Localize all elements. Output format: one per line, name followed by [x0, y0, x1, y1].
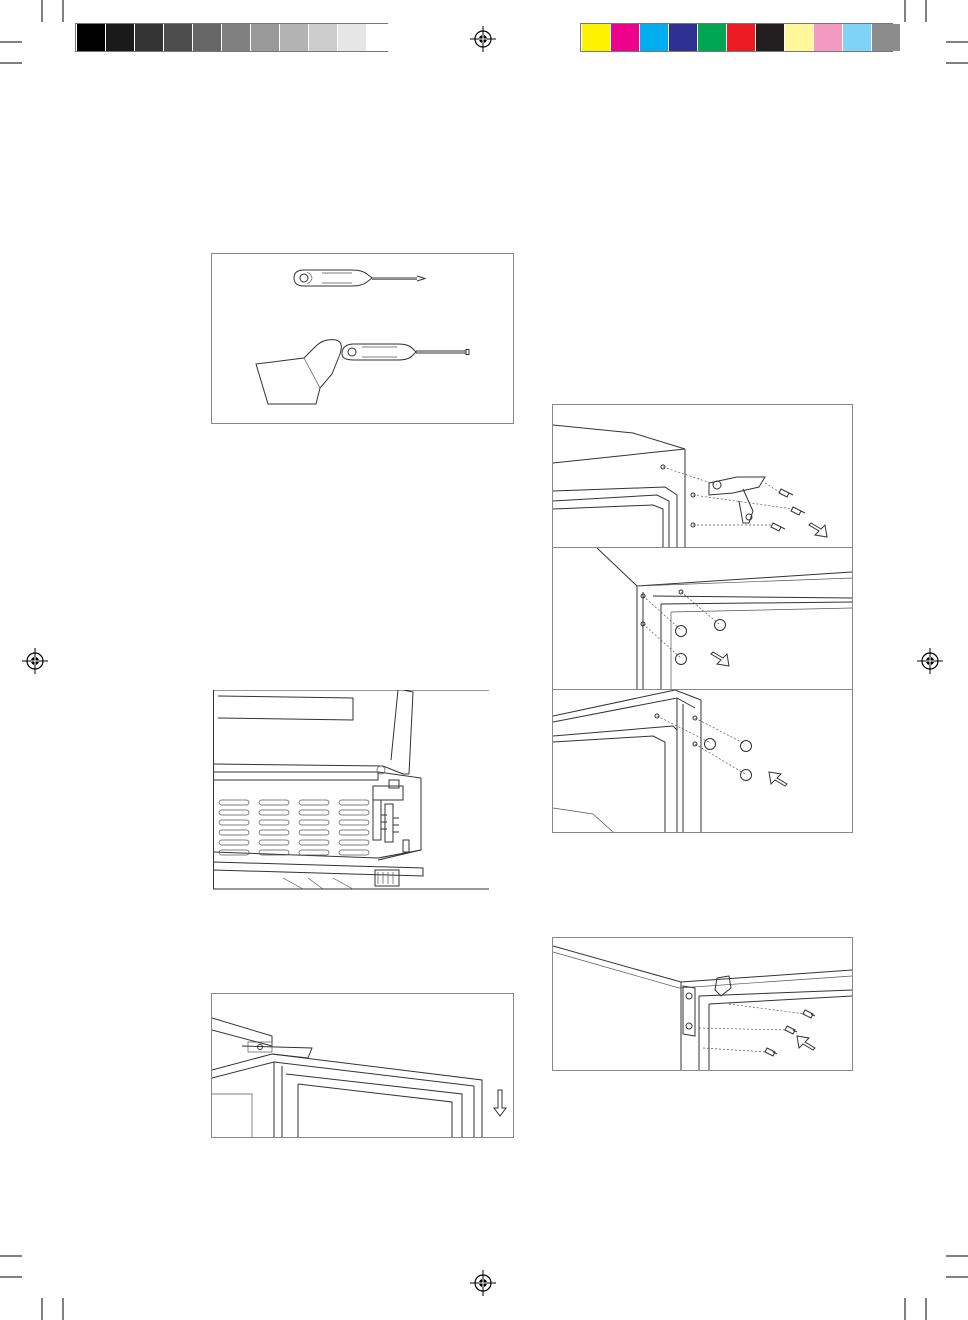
adjustable-foot: [375, 870, 399, 886]
door-lowering-figure: [211, 993, 514, 1138]
direction-arrow-icon: [711, 652, 729, 666]
top-hinge-removal-figure: [552, 404, 853, 548]
vent-slot: [219, 800, 249, 805]
vent-slot: [299, 840, 329, 845]
tools-figure: [211, 253, 514, 424]
grayscale-swatch: [280, 24, 309, 51]
color-swatch: [843, 24, 872, 51]
grayscale-swatch: [135, 24, 164, 51]
vent-slot: [219, 810, 249, 815]
color-swatch: [872, 24, 901, 51]
grayscale-swatch: [106, 24, 135, 51]
color-swatch: [756, 24, 785, 51]
color-swatch: [582, 24, 611, 51]
vent-slot: [339, 800, 369, 805]
hinge-bracket: [709, 477, 765, 523]
vent-slot: [299, 830, 329, 835]
cover-caps-insertion-figure: [552, 689, 853, 833]
grayscale-swatch: [164, 24, 193, 51]
vent-slot: [339, 820, 369, 825]
grayscale-swatch: [251, 24, 280, 51]
vent-slot: [339, 810, 369, 815]
vent-slot: [299, 820, 329, 825]
cover-caps: [705, 739, 752, 781]
hinge-screws: [373, 780, 409, 852]
cover-caps-removal-figure: [552, 547, 853, 690]
flat-screwdriver-icon: [342, 344, 469, 360]
vent-slot: [299, 850, 329, 855]
vent-slot: [299, 800, 329, 805]
putty-knife-icon: [256, 340, 341, 404]
vent-slot: [299, 810, 329, 815]
registration-crosshair-icon: [917, 648, 943, 674]
hinge-bracket-removal-figure: [213, 690, 489, 890]
direction-arrow-icon: [769, 772, 787, 786]
vent-slot: [339, 830, 369, 835]
vent-slot: [259, 810, 289, 815]
color-swatch: [640, 24, 669, 51]
grayscale-swatch: [222, 24, 251, 51]
screws: [771, 489, 805, 531]
grayscale-swatch: [77, 24, 106, 51]
color-swatch: [785, 24, 814, 51]
direction-arrow-icon: [809, 523, 827, 537]
vent-slots: [219, 800, 369, 855]
grayscale-swatch: [309, 24, 338, 51]
direction-arrow-icon: [494, 1090, 506, 1116]
vent-slot: [339, 850, 369, 855]
vent-slot: [219, 830, 249, 835]
registration-crosshair-icon: [22, 648, 48, 674]
screws: [765, 1010, 815, 1056]
registration-crosshair-icon: [470, 1270, 496, 1296]
phillips-screwdriver-icon: [294, 270, 425, 286]
vent-slot: [259, 840, 289, 845]
hinge-refit-figure: [552, 937, 853, 1071]
grayscale-swatch: [338, 24, 367, 51]
color-swatch: [727, 24, 756, 51]
color-swatch: [611, 24, 640, 51]
grayscale-bar: [77, 24, 396, 51]
vent-slot: [259, 820, 289, 825]
color-bar: [582, 24, 901, 51]
grayscale-swatch: [367, 24, 396, 51]
registration-crosshair-icon: [470, 26, 496, 52]
vent-slot: [339, 840, 369, 845]
grayscale-swatch: [193, 24, 222, 51]
vent-slot: [219, 820, 249, 825]
color-swatch: [698, 24, 727, 51]
vent-slot: [259, 800, 289, 805]
color-swatch: [669, 24, 698, 51]
vent-slot: [219, 840, 249, 845]
direction-arrow-icon: [797, 1036, 815, 1050]
color-swatch: [814, 24, 843, 51]
vent-slot: [259, 830, 289, 835]
